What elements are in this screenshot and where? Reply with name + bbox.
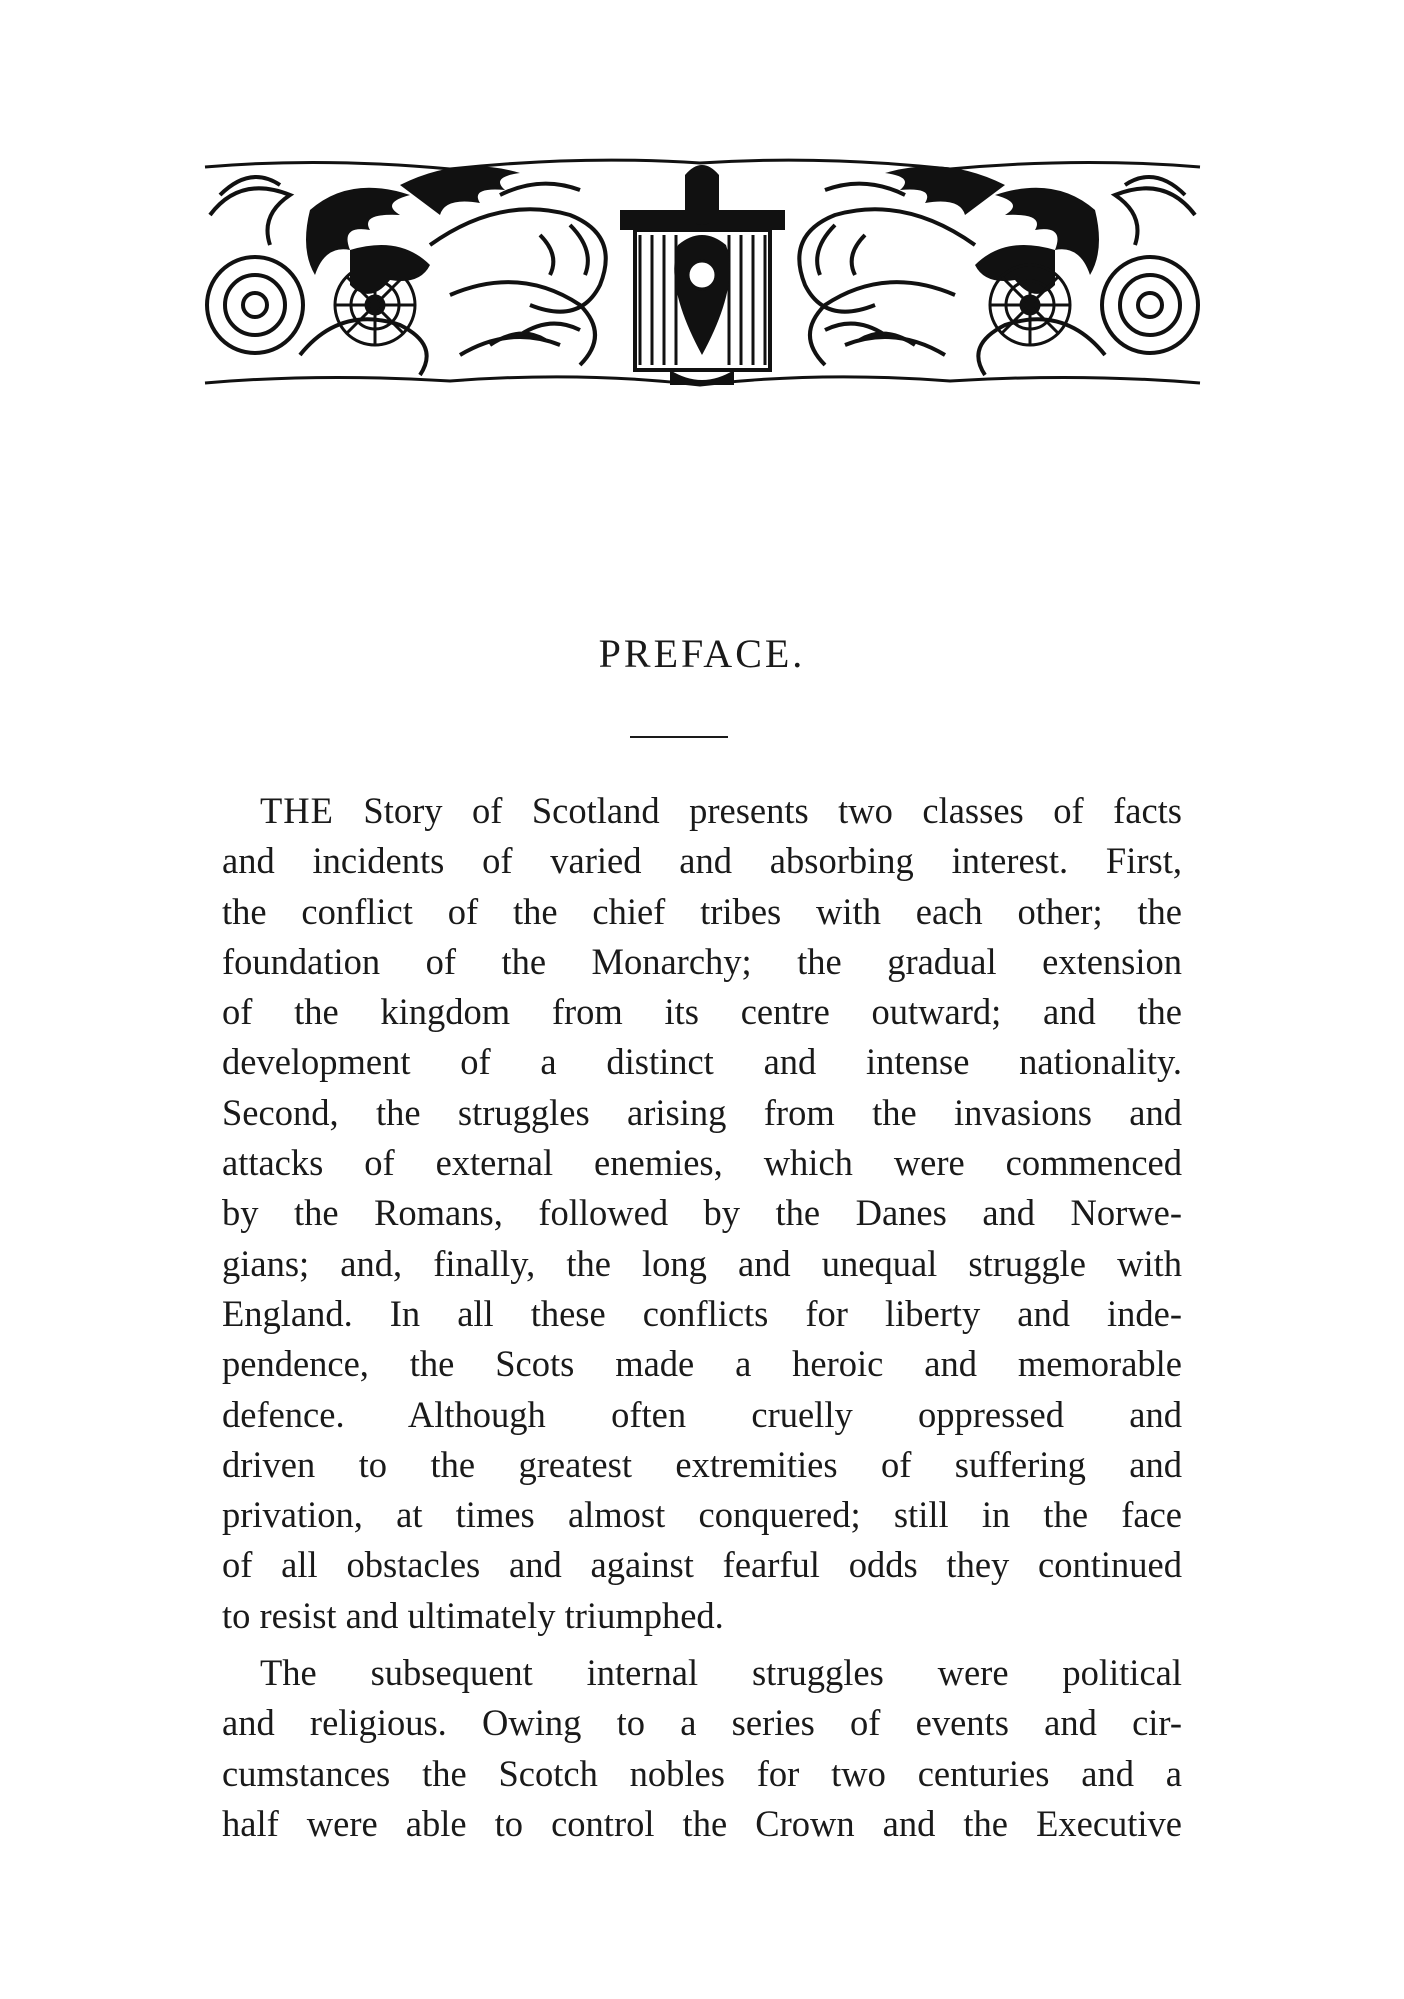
text-line: privation, at times almost conquered; still in the face	[222, 1494, 1182, 1536]
preface-body	[222, 786, 1182, 1849]
text-line: of all obstacles and against fearful odds they continued	[222, 1544, 1182, 1586]
paragraph-2	[222, 1648, 1182, 1849]
text-line: half were able to control the Crown and the Executive	[222, 1802, 1182, 1844]
text-line: driven to the greatest extremities of suffering and	[222, 1443, 1182, 1485]
title-rule	[630, 736, 728, 738]
text-line: by the Romans, followed by the Danes and Norwe-	[222, 1192, 1182, 1234]
text-line: pendence, the Scots made a heroic and memorable	[222, 1343, 1182, 1385]
text-line: attacks of external enemies, which were commenced	[222, 1142, 1182, 1184]
text-line	[222, 786, 1182, 836]
text-line: and religious. Owing to a series of events and cir-	[222, 1702, 1182, 1744]
page-title: PREFACE.	[598, 631, 806, 676]
text-line: Second, the struggles arising from the invasions and	[222, 1091, 1182, 1133]
text-line: foundation of the Monarchy; the gradual extension	[222, 940, 1182, 982]
ornamental-headpiece	[200, 155, 1205, 390]
text-line: gians; and, finally, the long and unequal struggle with	[222, 1242, 1182, 1284]
line-text: Story of Scotland presents two classes of facts	[333, 790, 1182, 831]
text-line: development of a distinct and intense nationality.	[222, 1041, 1182, 1083]
text-line: defence. Although often cruelly oppressed and	[222, 1393, 1182, 1435]
text-line: the conflict of the chief tribes with each other; the	[222, 890, 1182, 932]
text-line: The subsequent internal struggles were political	[260, 1652, 1182, 1694]
text-line: cumstances the Scotch nobles for two centuries and a	[222, 1752, 1182, 1794]
text-line: England. In all these conflicts for liberty and inde-	[222, 1292, 1182, 1334]
lead-word: THE	[260, 790, 334, 831]
text-line: to resist and ultimately triumphed.	[222, 1594, 724, 1636]
paragraph-1	[222, 786, 1182, 1641]
text-line: and incidents of varied and absorbing interest. First,	[222, 840, 1182, 882]
text-line: of the kingdom from its centre outward; and the	[222, 991, 1182, 1033]
